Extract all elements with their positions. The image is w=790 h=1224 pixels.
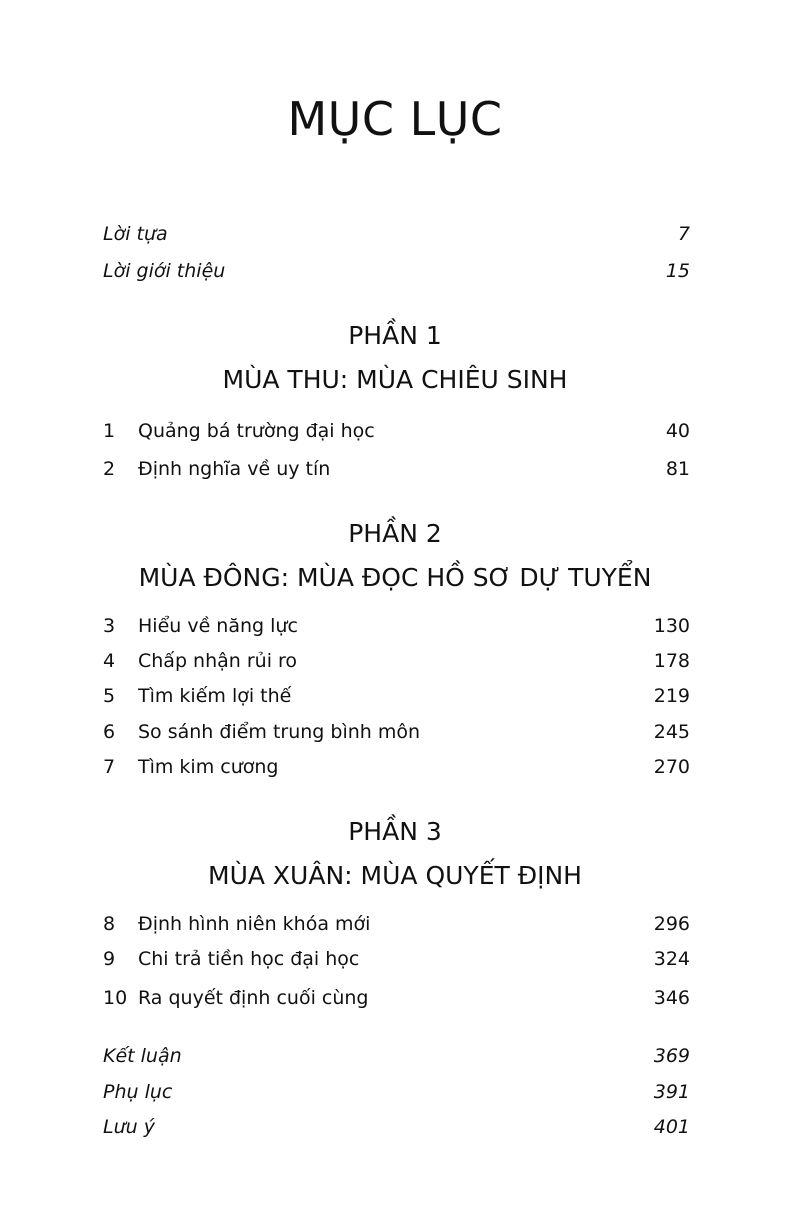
toc-entry-chapter[interactable] <box>103 983 690 1013</box>
entry-page-number: 401 <box>653 1116 690 1138</box>
toc-entry-chapter[interactable] <box>103 944 690 974</box>
entry-page-number: 324 <box>653 948 690 970</box>
entry-page-number: 346 <box>653 987 690 1009</box>
entry-label: So sánh điểm trung bình môn <box>138 721 421 743</box>
toc-entry-chapter[interactable] <box>103 454 690 484</box>
chapter-number: 5 <box>103 685 116 707</box>
page-title: MỤC LỤC <box>287 92 503 146</box>
entry-label: Ra quyết định cuối cùng <box>138 987 369 1009</box>
toc-entry-chapter[interactable] <box>103 717 690 747</box>
entry-page-number: 391 <box>653 1081 690 1103</box>
part-subtitle: MÙA XUÂN: MÙA QUYẾT ĐỊNH <box>208 861 582 890</box>
entry-page-number: 369 <box>653 1045 690 1067</box>
entry-page-number: 178 <box>653 650 690 672</box>
toc-entry-chapter[interactable] <box>103 681 690 711</box>
entry-page-number: 40 <box>665 420 690 442</box>
toc-entry-front[interactable] <box>103 219 690 249</box>
entry-label: Tìm kiếm lợi thế <box>138 685 292 707</box>
entry-page-number: 270 <box>653 756 690 778</box>
chapter-number: 7 <box>103 756 116 778</box>
toc-entry-chapter[interactable] <box>103 416 690 446</box>
entry-page-number: 15 <box>665 260 690 282</box>
chapter-number: 1 <box>103 420 116 442</box>
toc-entry-back[interactable] <box>103 1041 690 1071</box>
toc-entry-chapter[interactable] <box>103 646 690 676</box>
entry-label: Phụ lục <box>103 1081 173 1103</box>
entry-page-number: 81 <box>665 458 690 480</box>
entry-label: Chấp nhận rủi ro <box>138 650 298 672</box>
chapter-number: 6 <box>103 721 116 743</box>
entry-label: Chi trả tiền học đại học <box>138 948 360 970</box>
chapter-number: 10 <box>103 987 128 1009</box>
entry-page-number: 130 <box>653 615 690 637</box>
toc-entry-chapter[interactable] <box>103 909 690 939</box>
entry-label: Kết luận <box>103 1045 182 1067</box>
part-heading: PHẦN 1 <box>348 321 442 350</box>
part-subtitle: MÙA THU: MÙA CHIÊU SINH <box>222 365 568 394</box>
entry-label: Định nghĩa về uy tín <box>138 458 331 480</box>
chapter-number: 9 <box>103 948 116 970</box>
part-heading: PHẦN 3 <box>348 817 442 846</box>
entry-page-number: 7 <box>677 223 690 245</box>
entry-label: Quảng bá trường đại học <box>138 420 375 442</box>
entry-page-number: 245 <box>653 721 690 743</box>
toc-entry-front[interactable] <box>103 256 690 286</box>
toc-entry-back[interactable] <box>103 1077 690 1107</box>
toc-entry-chapter[interactable] <box>103 611 690 641</box>
toc-entry-back[interactable] <box>103 1112 690 1142</box>
entry-label: Lời tựa <box>103 223 168 245</box>
entry-page-number: 219 <box>653 685 690 707</box>
entry-page-number: 296 <box>653 913 690 935</box>
part-heading: PHẦN 2 <box>348 519 442 548</box>
entry-label: Lưu ý <box>103 1116 155 1138</box>
part-subtitle: MÙA ĐÔNG: MÙA ĐỌC HỒ SƠ DỰ TUYỂN <box>138 563 652 592</box>
chapter-number: 8 <box>103 913 116 935</box>
entry-label: Lời giới thiệu <box>103 260 226 282</box>
chapter-number: 3 <box>103 615 116 637</box>
entry-label: Tìm kim cương <box>138 756 279 778</box>
chapter-number: 4 <box>103 650 116 672</box>
chapter-number: 2 <box>103 458 116 480</box>
entry-label: Hiểu về năng lực <box>138 615 298 637</box>
toc-entry-chapter[interactable] <box>103 752 690 782</box>
entry-label: Định hình niên khóa mới <box>138 913 371 935</box>
